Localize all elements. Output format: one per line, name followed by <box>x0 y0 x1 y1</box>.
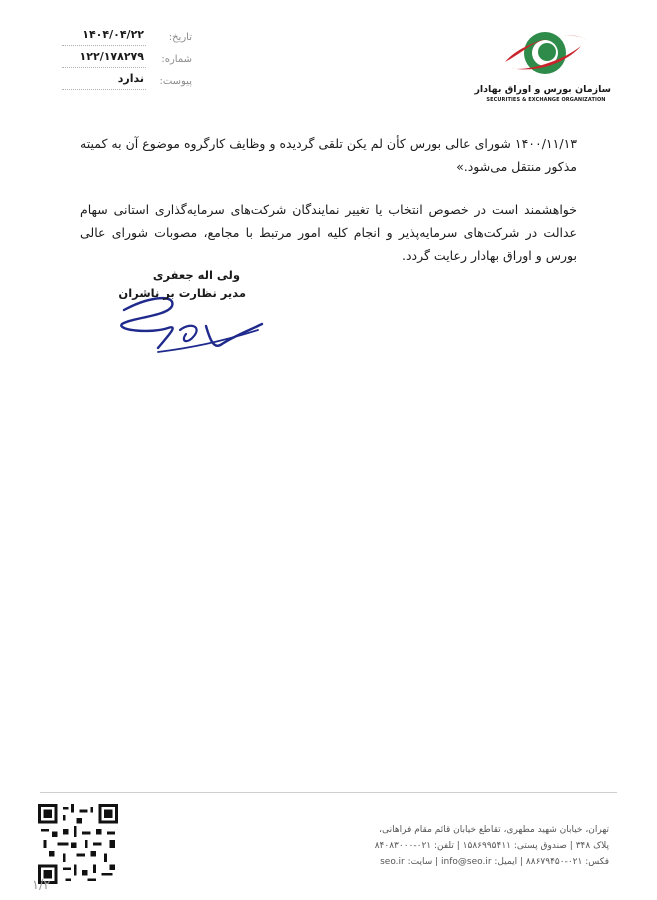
letter-meta <box>62 28 192 94</box>
qr-code-icon <box>38 804 118 884</box>
attachment-value: ندارد <box>117 72 144 85</box>
attachment-label: پیوست: <box>159 76 192 87</box>
body-paragraph-2: خواهشمند است در خصوص انتخاب یا تغییر نمایندگان شرکت‌های سرمایه‌گذاری استانی سهام عدالت در شرکت‌های سرمایه‌پذیر و انجام کلیه امور مرتبط با مجامع، مصوبات شورای عالی بورس و اوراق بهادار رعایت گردد. <box>80 202 577 263</box>
meta-attachment-row <box>62 72 192 94</box>
footer-divider <box>40 792 617 793</box>
footer-address-line-2: پلاک ۳۴۸ | صندوق پستی: ۱۵۸۶۹۹۵۴۱۱ | تلفن: ۰۲۱-۸۴۰۸۳۰۰۰ <box>374 841 609 851</box>
page-number: ۱/۲ <box>32 878 51 893</box>
date-label: تاریخ: <box>168 32 192 43</box>
date-value: ۱۴۰۴/۰۴/۲۲ <box>82 28 144 41</box>
signatory-title: مدیر نظارت بر ناشران <box>118 286 246 300</box>
footer-address-line-3: فکس: ۰۲۱-۸۸۶۷۹۴۵۰ | ایمیل: info@seo.ir | سایت: seo.ir <box>380 857 609 867</box>
org-logo <box>474 22 611 104</box>
meta-number-row <box>62 50 192 72</box>
org-name-en: SECURITIES & EXCHANGE ORGANIZATION <box>486 97 606 103</box>
body-paragraph-1: ۱۴۰۰/۱۱/۱۳ شورای عالی بورس کأن لم یکن تلقی گردیده و وظایف کارگروه موضوع آن به کمیته مذکور منتقل می‌شود.» <box>80 136 577 174</box>
meta-date-row <box>62 28 192 50</box>
signature-block <box>110 268 280 368</box>
footer-contact <box>279 822 609 870</box>
footer-address-line-1: تهران، خیابان شهید مطهری، تقاطع خیابان قائم مقام فراهانی، <box>379 825 609 835</box>
number-label: شماره: <box>161 54 192 65</box>
logo-emblem-icon <box>501 22 589 84</box>
number-value: ۱۲۲/۱۷۸۲۷۹ <box>79 50 144 63</box>
signatory-name: ولی اله جعفری <box>152 268 240 282</box>
org-name-fa: سازمان بورس و اوراق بهادار <box>474 84 611 95</box>
